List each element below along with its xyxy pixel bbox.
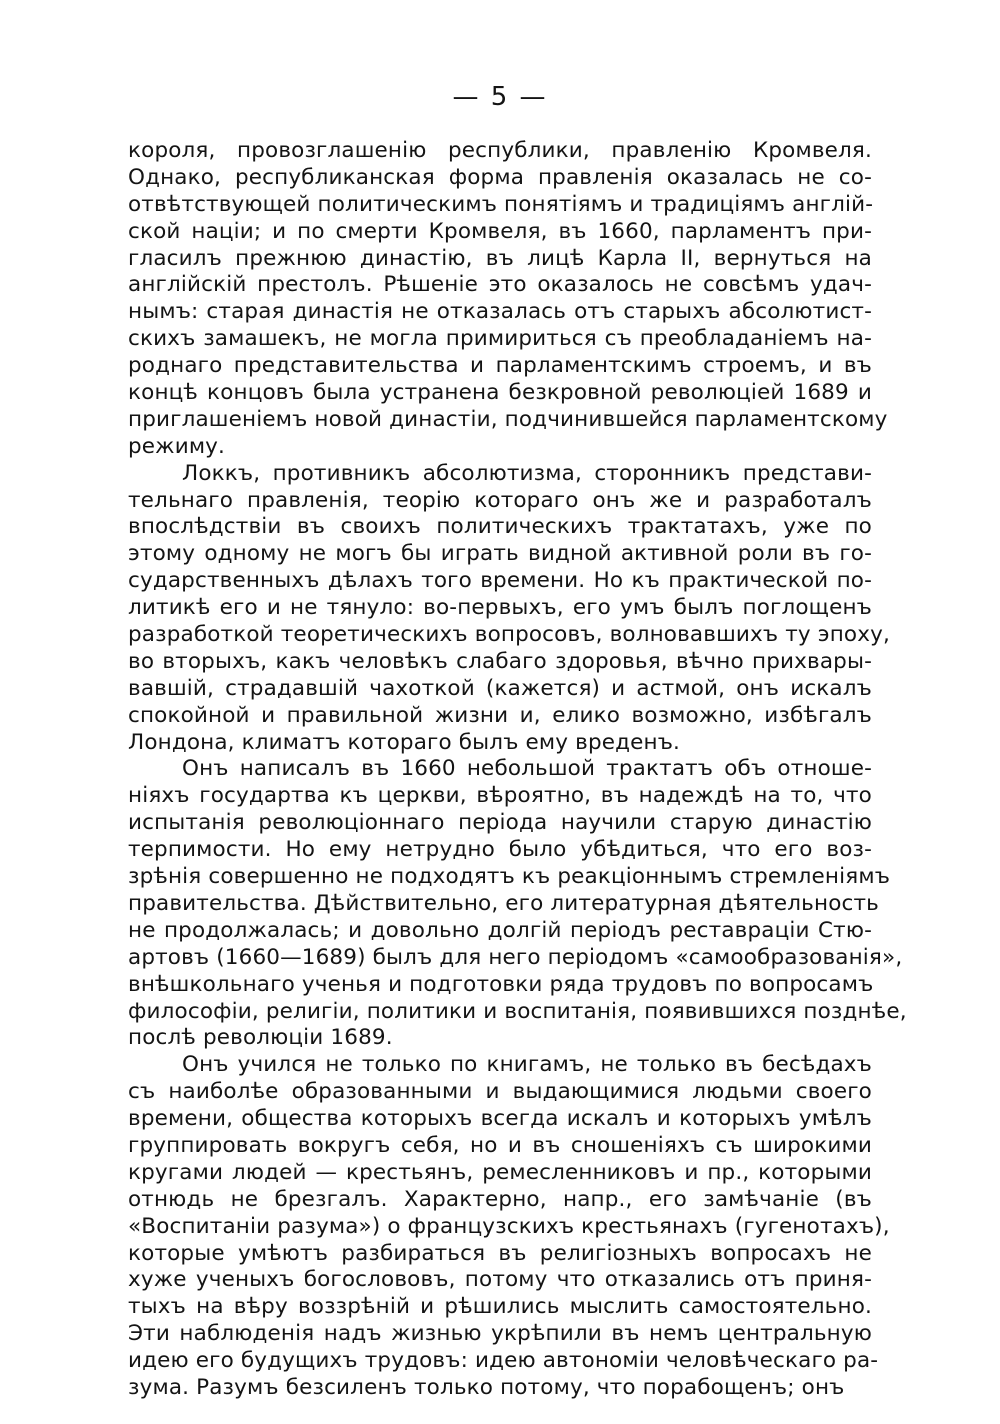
text-line: терпимости. Но ему нетрудно было убѣдиться, что его воз-	[128, 837, 872, 863]
text-line: разработкой теоретическихъ вопросовъ, волновавшихъ ту эпоху,	[128, 622, 890, 648]
text-line: времени, общества которыхъ всегда искалъ и которыхъ умѣлъ	[128, 1106, 872, 1132]
text-line: отнюдь не брезгалъ. Характерно, напр., его замѣчаніе (въ	[128, 1186, 872, 1212]
text-line: правительства. Дѣйствительно, его литературная дѣятельность	[128, 890, 879, 916]
text-line: приглашеніемъ новой династіи, подчинившейся парламентскому	[128, 406, 888, 432]
text-line: короля, провозглашенію республики, правленію Кромвеля.	[128, 138, 872, 163]
body-text	[128, 138, 907, 1402]
text-line: группировать вокругъ себя, но и въ сношеніяхъ съ широкими	[128, 1132, 872, 1158]
text-line: Однако, республиканская форма правленія оказалась не со-	[128, 164, 872, 190]
text-line: артовъ (1660—1689) былъ для него періодомъ «самообразованія»,	[128, 944, 903, 970]
text-line: испытанія революціоннаго періода научили старую династію	[128, 810, 872, 836]
paragraph	[128, 1052, 890, 1402]
text-line: Лондона, климатъ котораго былъ ему вреденъ.	[128, 729, 681, 755]
text-line: скихъ замашекъ, не могла примириться съ преобладаніемъ на-	[128, 326, 872, 352]
text-line: не продолжалась; и довольно долгій періодъ реставраціи Стю-	[128, 917, 872, 943]
paragraph	[128, 460, 890, 757]
text-line: роднаго представительства и парламентскимъ строемъ, и въ	[128, 353, 872, 379]
text-line: съ наиболѣе образованными и выдающимися людьми своего	[128, 1079, 872, 1105]
text-line: спокойной и правильной жизни и, елико возможно, избѣгалъ	[128, 702, 872, 728]
text-line: кругами людей — крестьянъ, ремесленниковъ и пр., которыми	[128, 1159, 872, 1185]
text-line: философіи, религіи, политики и воспитанія, появившихся позднѣе,	[128, 998, 907, 1024]
text-line: нымъ: старая династія не отказалась отъ старыхъ абсолютист-	[128, 299, 872, 325]
text-line: отвѣтствующей политическимъ понятіямъ и традиціямъ англій-	[128, 191, 874, 217]
text-line: ніяхъ государтва къ церкви, вѣроятно, въ надеждѣ на то, что	[128, 783, 872, 809]
text-line: ской націи; и по смерти Кромвеля, въ 1660, парламентъ при-	[128, 218, 872, 244]
text-line: тыхъ на вѣру воззрѣній и рѣшились мыслить самостоятельно.	[128, 1294, 872, 1320]
text-line: внѣшкольнаго ученья и подготовки ряда трудовъ по вопросамъ	[128, 971, 874, 997]
text-line: этому одному не могъ бы играть видной активной роли въ го-	[128, 541, 872, 567]
text-line: впослѣдствіи въ своихъ политическихъ трактатахъ, уже по	[128, 514, 872, 540]
text-line: литикѣ его и не тянуло: во-первыхъ, его умъ былъ поглощенъ	[128, 595, 872, 621]
text-line: вавшій, страдавшій чахоткой (кажется) и астмой, онъ искалъ	[128, 675, 872, 701]
paragraph	[128, 756, 907, 1052]
text-line: Онъ учился не только по книгамъ, не только въ бесѣдахъ	[182, 1052, 872, 1078]
text-line: Онъ написалъ въ 1660 небольшой трактатъ объ отноше-	[182, 756, 872, 782]
text-line: послѣ революціи 1689.	[128, 1025, 393, 1051]
text-line: зума. Разумъ безсиленъ только потому, что порабощенъ; онъ	[128, 1374, 845, 1400]
text-line: зрѣнія совершенно не подходятъ къ реакціоннымъ стремленіямъ	[128, 864, 891, 890]
text-line: хуже ученыхъ богослововъ, потому что отказались отъ приня-	[128, 1267, 872, 1293]
page-number: — 5 —	[452, 82, 548, 112]
paragraph	[128, 138, 888, 461]
text-line: гласилъ прежнюю династію, въ лицѣ Карла II, вернуться на	[128, 245, 872, 271]
text-line: Эти наблюденія надъ жизнью укрѣпили въ немъ центральную	[128, 1321, 872, 1347]
text-line: которые умѣютъ разбираться въ религіозныхъ вопросахъ не	[128, 1240, 872, 1266]
text-line: идею его будущихъ трудовъ: идею автономіи человѣческаго ра-	[128, 1348, 879, 1374]
text-line: сударственныхъ дѣлахъ того времени. Но къ практической по-	[128, 568, 872, 594]
text-line: во вторыхъ, какъ человѣкъ слабаго здоровья, вѣчно прихвары-	[128, 648, 872, 674]
text-line: Локкъ, противникъ абсолютизма, сторонникъ представи-	[182, 460, 872, 486]
text-line: англійскій престолъ. Рѣшеніе это оказалось не совсѣмъ удач-	[128, 272, 872, 298]
text-line: «Воспитаніи разума») о французскихъ крестьянахъ (гугенотахъ),	[128, 1213, 890, 1239]
text-line: концѣ концовъ была устранена безкровной революціей 1689 и	[128, 380, 872, 406]
text-line: режиму.	[128, 433, 226, 459]
text-line: тельнаго правленія, теорію котораго онъ же и разработалъ	[128, 487, 872, 513]
